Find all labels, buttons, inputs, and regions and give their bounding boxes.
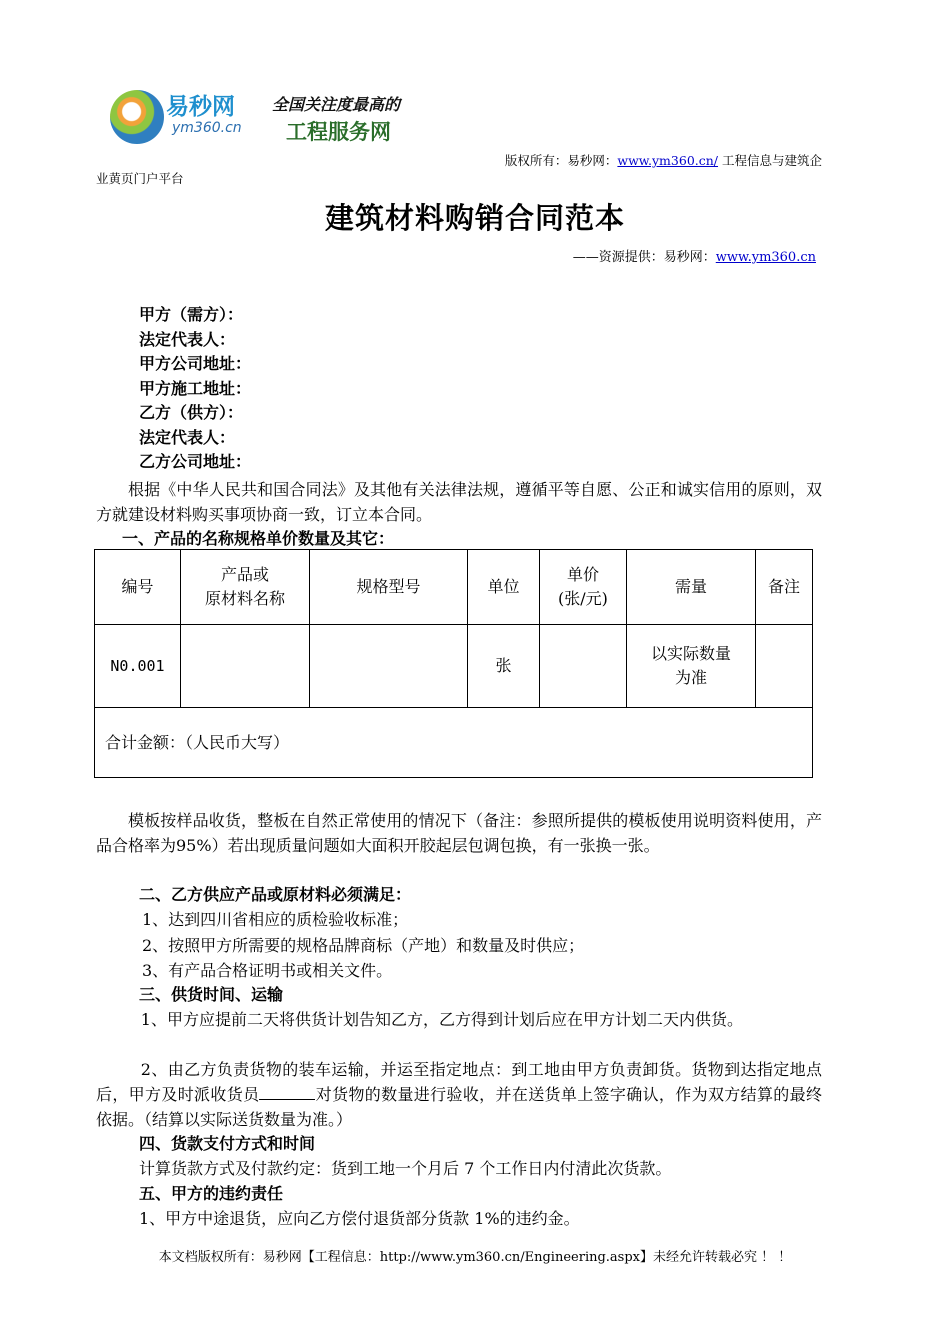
table-cell: [540, 625, 627, 708]
table-cell: [310, 625, 468, 708]
party-line: 法定代表人：: [139, 427, 236, 447]
party-line: 甲方公司地址：: [139, 354, 252, 373]
copyright-header: [96, 152, 822, 188]
section2-heading: 二、乙方供应产品或原材料必须满足：: [139, 885, 412, 904]
header-cell: 需量: [627, 550, 756, 625]
party-line: 乙方公司地址：: [139, 452, 252, 471]
parties-block: [139, 303, 251, 475]
table-header-row: [95, 550, 813, 625]
section3-heading: 三、供货时间、运输: [139, 985, 284, 1004]
table-total-row: [95, 708, 813, 778]
document-title: 建筑材料购销合同范本: [324, 201, 625, 235]
copyright-prefix: 版权所有：易秒网：: [504, 153, 618, 168]
receiver-blank: [259, 1085, 315, 1100]
footer-copyright: 本文档版权所有：易秒网【工程信息：http://www.ym360.cn/Engineering.aspx】未经允许转载必究 ！ ！: [158, 1250, 792, 1265]
intro-paragraph: 根据《中华人民共和国合同法》及其他有关法律法规，遵循平等自愿、公正和诚实信用的原则，双方就建设材料购买事项协商一致，订立本合同。: [96, 480, 822, 524]
total-amount-cell: 合计金额：（人民币大写）: [95, 708, 813, 778]
table-cell: [627, 625, 756, 708]
section3-text-b: 对货物的数量进行验收，并在送货单上签字确认，作为双方结算的最终依据。（结算以实际送货数量为准。）: [96, 1085, 822, 1129]
header-cell: 规格型号: [310, 550, 468, 625]
section5-paragraph: 1、甲方中途退货，应向乙方偿付退货部分货款 1%的违约金。: [139, 1209, 580, 1228]
table-cell: [181, 625, 310, 708]
after-table-paragraph: 模板按样品收货，整板在自然正常使用的情况下（备注：参照所提供的模板使用说明资料使用，产品合格率为95%）若出现质量问题如大面积开胶起层包调包换，有一张换一张。: [96, 811, 822, 855]
header-cell: [540, 550, 627, 625]
copyright-suffix-b: 业黄页门户平台: [96, 171, 184, 186]
list-item: 2、按照甲方所需要的规格品牌商标（产地）和数量及时供应；: [142, 935, 585, 955]
table-cell: N0.001: [95, 625, 181, 708]
logo-emblem-icon: [110, 90, 164, 144]
logo-name: 易秒网: [166, 94, 235, 120]
section4-paragraph: 计算货款方式及付款约定：货到工地一个月后 7 个工作日内付清此次货款。: [139, 1159, 672, 1178]
section3-paragraph-1: 1、甲方应提前二天将供货计划告知乙方，乙方得到计划后应在甲方计划二天内供货。: [140, 1010, 743, 1029]
list-item: 3、有产品合格证明书或相关文件。: [142, 961, 393, 980]
copyright-link[interactable]: www.ym360.cn/: [617, 153, 719, 168]
site-logo: [110, 86, 430, 146]
header-cell: 备注: [756, 550, 813, 625]
party-line: 甲方（需方）：: [139, 305, 244, 324]
source-line: [400, 246, 816, 265]
party-line: 乙方（供方）：: [139, 403, 244, 422]
section2-list: [142, 907, 584, 984]
header-cell: [181, 550, 310, 625]
logo-slogan-line2: 工程服务网: [286, 120, 391, 144]
header-text: 单价 (张/元): [558, 565, 608, 608]
table-cell: 张: [468, 625, 540, 708]
table-row: [95, 625, 813, 708]
copyright-suffix-a: 工程信息与建筑企: [718, 153, 822, 168]
logo-slogan-line1: 全国关注度最高的: [272, 95, 401, 114]
party-line: 甲方施工地址：: [139, 378, 252, 398]
header-text: 产品或 原材料名称: [204, 565, 285, 608]
cell-text: 以实际数量 为准: [650, 644, 731, 687]
table-cell: [756, 625, 813, 708]
section1-heading: 一、产品的名称规格单价数量及其它：: [122, 529, 395, 548]
section5-heading: 五、甲方的违约责任: [139, 1184, 284, 1203]
list-item: 1、达到四川省相应的质检验收标准；: [142, 910, 409, 929]
source-link[interactable]: www.ym360.cn: [715, 250, 816, 265]
header-cell: 编号: [95, 550, 181, 625]
goods-table: [94, 549, 813, 778]
section4-heading: 四、货款支付方式和时间: [139, 1134, 316, 1153]
party-line: 法定代表人：: [139, 329, 236, 349]
source-prefix: ——资源提供：易秒网：: [572, 250, 716, 265]
section3-paragraph-2: [96, 1057, 822, 1132]
header-cell: 单位: [468, 550, 540, 625]
section3-text-a: 2、由乙方负责货物的装车运输，并运至指定地点：到工地由甲方负责卸货。货物到达指定地点后，甲方及时派收货员: [96, 1060, 822, 1104]
logo-domain: ym360.cn: [172, 120, 242, 136]
